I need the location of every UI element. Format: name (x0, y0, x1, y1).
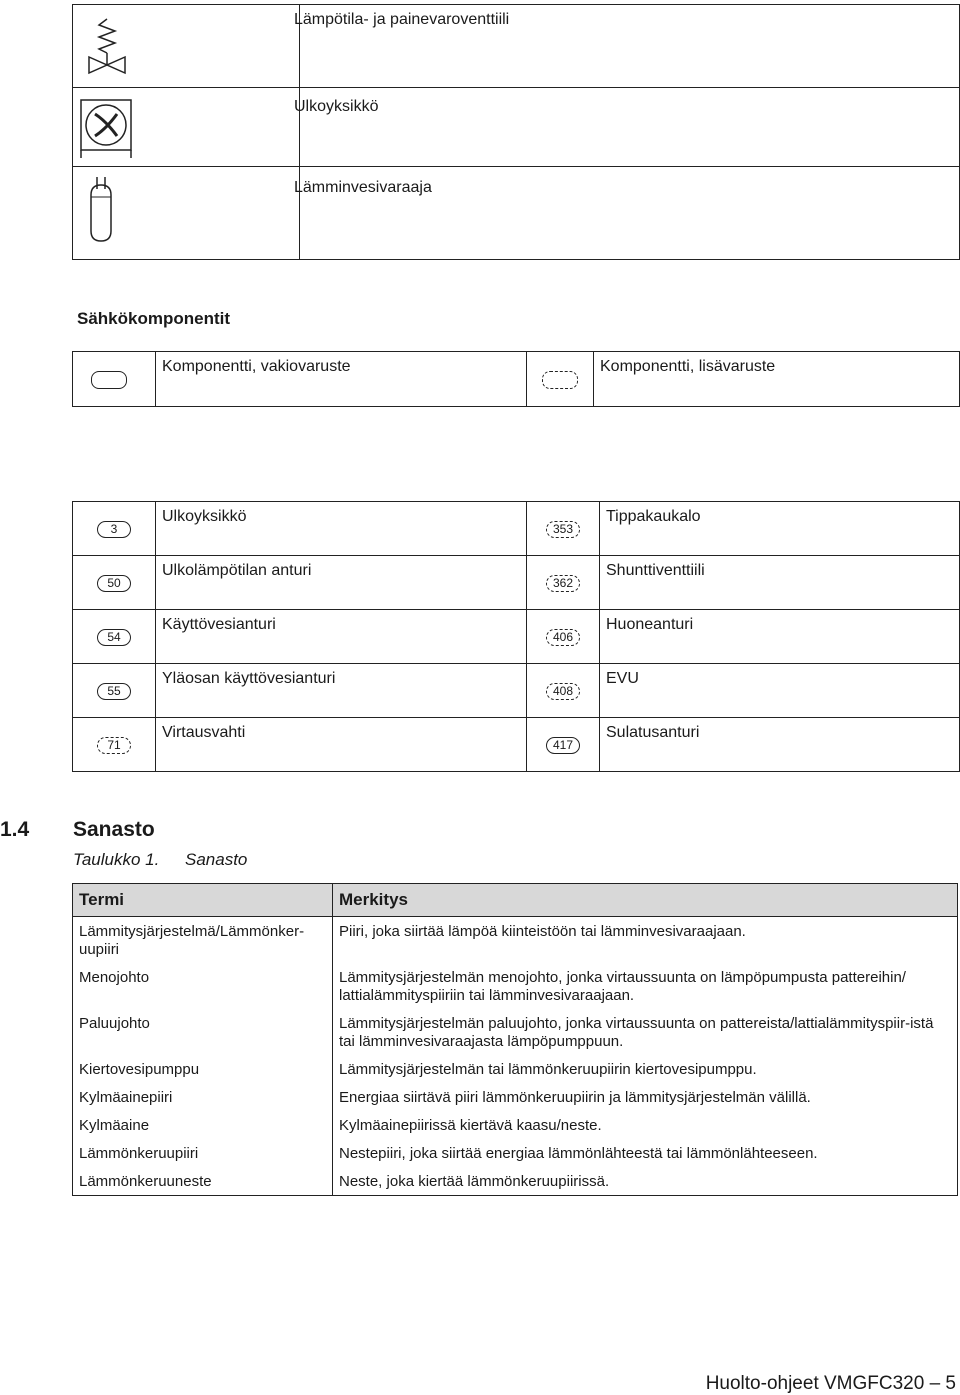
table-caption (73, 850, 248, 870)
component-label: Shunttiventtiili (606, 562, 705, 579)
component-number-cell (527, 610, 600, 664)
symbol-label-cell (294, 88, 960, 167)
glossary-term: Menojohto (73, 963, 333, 1009)
glossary-row (73, 1083, 958, 1111)
symbol-cell (73, 88, 300, 167)
valve-icon (77, 13, 137, 83)
component-number-badge: 406 (546, 629, 580, 646)
component-label: Huoneanturi (606, 616, 694, 633)
glossary-header-meaning: Merkitys (333, 884, 958, 917)
glossary-row (73, 1009, 958, 1055)
glossary-meaning: Lämmitysjärjestelmän tai lämmönkeruupiirin kiertovesipumppu. (333, 1055, 958, 1083)
accessory-component-label: Komponentti, lisävaruste (594, 352, 960, 407)
component-row (73, 664, 960, 718)
standard-component-label: Komponentti, vakiovaruste (156, 352, 527, 407)
symbol-label: Ulkoyksikkö (294, 98, 379, 115)
component-label-cell (600, 610, 960, 664)
component-row (73, 502, 960, 556)
glossary-term: Kylmäainepiiri (73, 1083, 333, 1111)
glossary-term: Kylmäaine (73, 1111, 333, 1139)
glossary-row (73, 1111, 958, 1139)
symbol-cell (73, 167, 300, 260)
section-number: 1.4 (0, 818, 30, 841)
symbol-table (72, 4, 960, 260)
component-label-cell (600, 718, 960, 772)
glossary-meaning: Nestepiiri, joka siirtää energiaa lämmönlähteestä tai lämmönlähteeseen. (333, 1139, 958, 1167)
caption-label: Taulukko 1. (73, 850, 160, 869)
glossary-meaning: Energiaa siirtävä piiri lämmönkeruupiirin ja lämmitysjärjestelmän välillä. (333, 1083, 958, 1111)
accessory-component-symbol-cell (527, 352, 594, 407)
glossary-term: Lämmitysjärjestelmä/Lämmönker-uupiiri (73, 917, 333, 964)
component-number-badge: 362 (546, 575, 580, 592)
component-label-cell (600, 502, 960, 556)
component-number-badge: 71 (97, 737, 131, 754)
component-label: Käyttövesianturi (162, 616, 276, 633)
glossary-row (73, 1167, 958, 1196)
glossary-table (72, 883, 958, 1196)
caption-title: Sanasto (185, 850, 248, 869)
standard-component-symbol-cell (73, 352, 156, 407)
component-number-badge: 50 (97, 575, 131, 592)
glossary-row (73, 917, 958, 964)
component-number-cell (527, 556, 600, 610)
component-label-cell (156, 502, 527, 556)
component-label-cell (156, 664, 527, 718)
symbol-label: Lämminvesivaraaja (294, 179, 432, 196)
glossary-meaning: Lämmitysjärjestelmän menojohto, jonka virtaussuunta on lämpöpumpusta pattereihin/ lattialämmityspiiriin tai lämminvesivaraajaan. (333, 963, 958, 1009)
glossary-header-term: Termi (73, 884, 333, 917)
component-label-cell (600, 664, 960, 718)
symbol-label-cell (294, 167, 960, 260)
symbol-label: Lämpötila- ja painevaroventtiili (294, 11, 510, 28)
glossary-row (73, 1055, 958, 1083)
electrical-legend-table (72, 351, 960, 407)
glossary-term: Lämmönkeruuneste (73, 1167, 333, 1196)
component-number-cell (527, 664, 600, 718)
component-label-cell (156, 610, 527, 664)
page-footer: Huolto-ohjeet VMGFC320 – 5 (705, 1373, 956, 1394)
glossary-term: Paluujohto (73, 1009, 333, 1055)
glossary-row (73, 1139, 958, 1167)
standard-component-symbol (91, 371, 127, 389)
glossary-term: Lämmönkeruupiiri (73, 1139, 333, 1167)
component-label-cell (156, 718, 527, 772)
glossary-meaning: Neste, joka kiertää lämmönkeruupiirissä. (333, 1167, 958, 1196)
symbol-cell (73, 5, 300, 88)
water-heater-icon (77, 177, 127, 247)
section-title: Sanasto (73, 818, 155, 841)
component-label-cell (156, 556, 527, 610)
component-number-cell (73, 664, 156, 718)
component-label: Ulkoyksikkö (162, 508, 247, 525)
component-label: Virtausvahti (162, 724, 246, 741)
component-number-badge: 3 (97, 521, 131, 538)
component-label: Ulkolämpötilan anturi (162, 562, 312, 579)
component-number-badge: 54 (97, 629, 131, 646)
outdoor-unit-icon (77, 96, 137, 162)
component-label: Tippakaukalo (606, 508, 701, 525)
component-number-badge: 353 (546, 521, 580, 538)
component-label-cell (600, 556, 960, 610)
electrical-components-heading: Sähkökomponentit (77, 309, 231, 328)
component-number-cell (73, 556, 156, 610)
component-label: EVU (606, 670, 639, 687)
glossary-row (73, 963, 958, 1009)
glossary-meaning: Kylmäainepiirissä kiertävä kaasu/neste. (333, 1111, 958, 1139)
component-row (73, 718, 960, 772)
component-number-cell (73, 610, 156, 664)
component-label: Sulatusanturi (606, 724, 700, 741)
glossary-meaning: Lämmitysjärjestelmän paluujohto, jonka virtaussuunta on pattereista/lattialämmityspiir-istä tai lämminvesivaraajasta lämpöpumppuun. (333, 1009, 958, 1055)
component-row (73, 610, 960, 664)
component-number-cell (527, 502, 600, 556)
symbol-label-cell (294, 5, 960, 88)
component-number-cell (73, 718, 156, 772)
component-label: Yläosan käyttövesianturi (162, 670, 336, 687)
component-number-cell (527, 718, 600, 772)
component-row (73, 556, 960, 610)
glossary-term: Kiertovesipumppu (73, 1055, 333, 1083)
component-number-badge: 408 (546, 683, 580, 700)
component-number-cell (73, 502, 156, 556)
component-number-badge: 417 (546, 737, 580, 754)
component-numbers-table (72, 501, 960, 772)
glossary-meaning: Piiri, joka siirtää lämpöä kiinteistöön tai lämminvesivaraajaan. (333, 917, 958, 964)
component-number-badge: 55 (97, 683, 131, 700)
accessory-component-symbol (542, 371, 578, 389)
